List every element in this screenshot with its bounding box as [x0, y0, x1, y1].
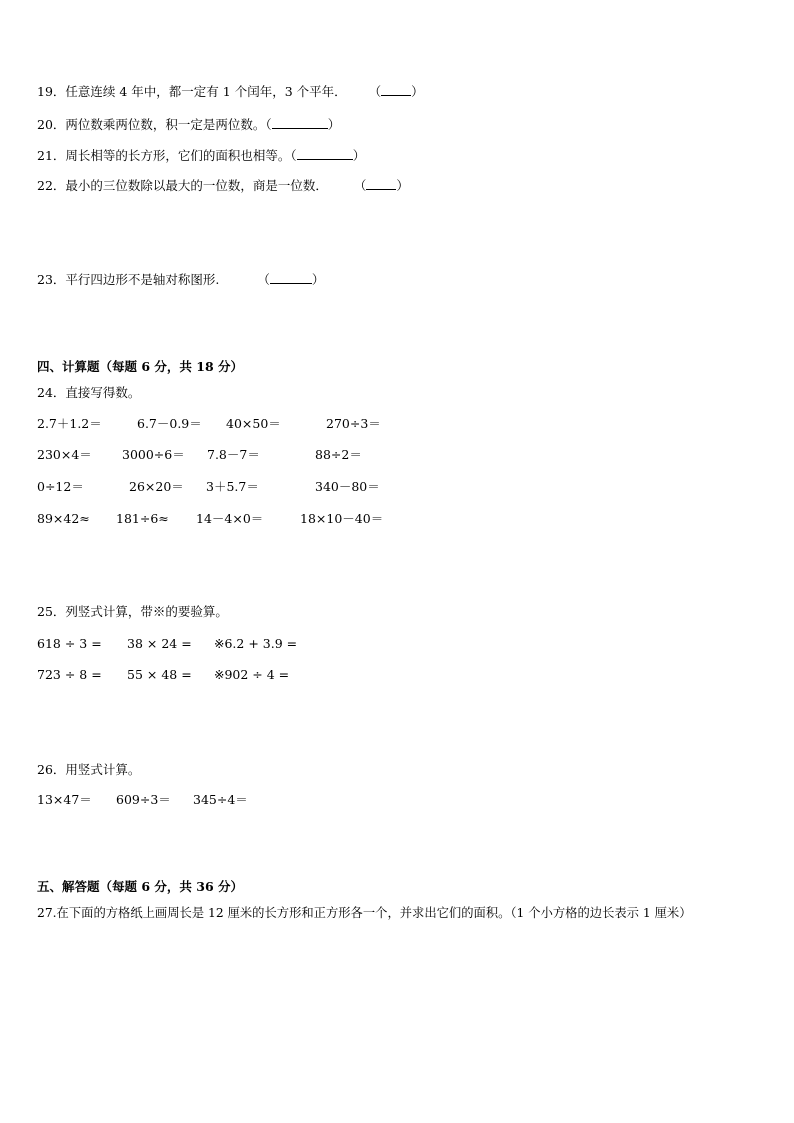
open-paren: （ [353, 178, 367, 193]
q24-expression: 3＋5.7＝ [206, 479, 259, 494]
q25-expression: 38 × 24 = [127, 636, 192, 651]
question-25-prompt: 25．列竖式计算，带※的要验算。 [37, 604, 228, 619]
open-paren: （ [265, 117, 272, 132]
question-text: 20．两位数乘两位数，积一定是两位数。 [37, 117, 266, 132]
q24-row-1 [0, 416, 794, 434]
q24-expression: 7.8－7＝ [207, 447, 260, 462]
question-19 [37, 83, 424, 100]
section-5-heading: 五、解答题（每题 6 分，共 36 分） [37, 879, 244, 894]
q24-expression: 26×20＝ [129, 479, 184, 494]
q26-expression: 609÷3＝ [116, 792, 171, 807]
q24-expression: 270÷3＝ [326, 416, 381, 431]
q24-expression: 340－80＝ [315, 479, 380, 494]
question-21 [37, 147, 365, 164]
q24-expression: 14－4×0＝ [196, 511, 264, 526]
question-text: 22．最小的三位数除以最大的一位数，商是一位数． [37, 178, 328, 193]
q24-expression: 3000÷6＝ [122, 447, 185, 462]
question-text: 21．周长相等的长方形，它们的面积也相等。 [37, 148, 291, 163]
q24-expression: 40×50＝ [226, 416, 281, 431]
open-paren: （ [290, 148, 297, 163]
q24-row-3 [0, 479, 794, 497]
answer-blank[interactable] [381, 83, 411, 96]
q25-expression: 618 ÷ 3 = [37, 636, 102, 651]
answer-blank[interactable] [270, 271, 312, 284]
q26-row [0, 792, 794, 810]
close-paren: ） [396, 178, 409, 193]
q24-expression: 88÷2＝ [315, 447, 362, 462]
q24-row-2 [0, 447, 794, 465]
q25-expression: 55 × 48 = [127, 667, 192, 682]
q24-row-4 [0, 511, 794, 529]
q26-expression: 13×47＝ [37, 792, 92, 807]
close-paren: ） [352, 148, 366, 163]
q24-expression: 89×42≈ [37, 511, 90, 526]
close-paren: ） [327, 117, 341, 132]
question-text: 19．任意连续 4 年中，都一定有 1 个闰年，3 个平年． [37, 84, 347, 99]
open-paren: （ [368, 84, 382, 99]
question-22 [37, 177, 409, 194]
q26-expression: 345÷4＝ [193, 792, 248, 807]
answer-blank[interactable] [366, 177, 396, 190]
q25-expression: 723 ÷ 8 = [37, 667, 102, 682]
open-paren: （ [257, 272, 270, 287]
q24-expression: 181÷6≈ [116, 511, 169, 526]
close-paren: ） [411, 84, 424, 99]
question-text: 23．平行四边形不是轴对称图形. [37, 272, 220, 287]
question-27: 27.在下面的方格纸上画周长是 12 厘米的长方形和正方形各一个，并求出它们的面积。（1 个小方格的边长表示 1 厘米） [37, 906, 692, 920]
q24-expression: 2.7＋1.2＝ [37, 416, 102, 431]
q25-expression: ※6.2 + 3.9 = [214, 636, 298, 651]
question-20 [37, 116, 340, 133]
question-26-prompt: 26．用竖式计算。 [37, 762, 141, 777]
answer-blank[interactable] [297, 147, 353, 160]
q24-expression: 6.7－0.9＝ [137, 416, 202, 431]
q25-row-1 [0, 636, 794, 654]
close-paren: ） [311, 272, 325, 287]
question-24-prompt: 24．直接写得数。 [37, 385, 141, 400]
q24-expression: 0÷12＝ [37, 479, 84, 494]
q24-expression: 18×10－40＝ [300, 511, 384, 526]
question-23 [37, 271, 324, 288]
answer-blank[interactable] [272, 116, 328, 129]
q25-expression: ※902 ÷ 4 = [214, 667, 290, 682]
q24-expression: 230×4＝ [37, 447, 92, 462]
section-4-heading: 四、计算题（每题 6 分，共 18 分） [37, 359, 244, 374]
q25-row-2 [0, 667, 794, 685]
